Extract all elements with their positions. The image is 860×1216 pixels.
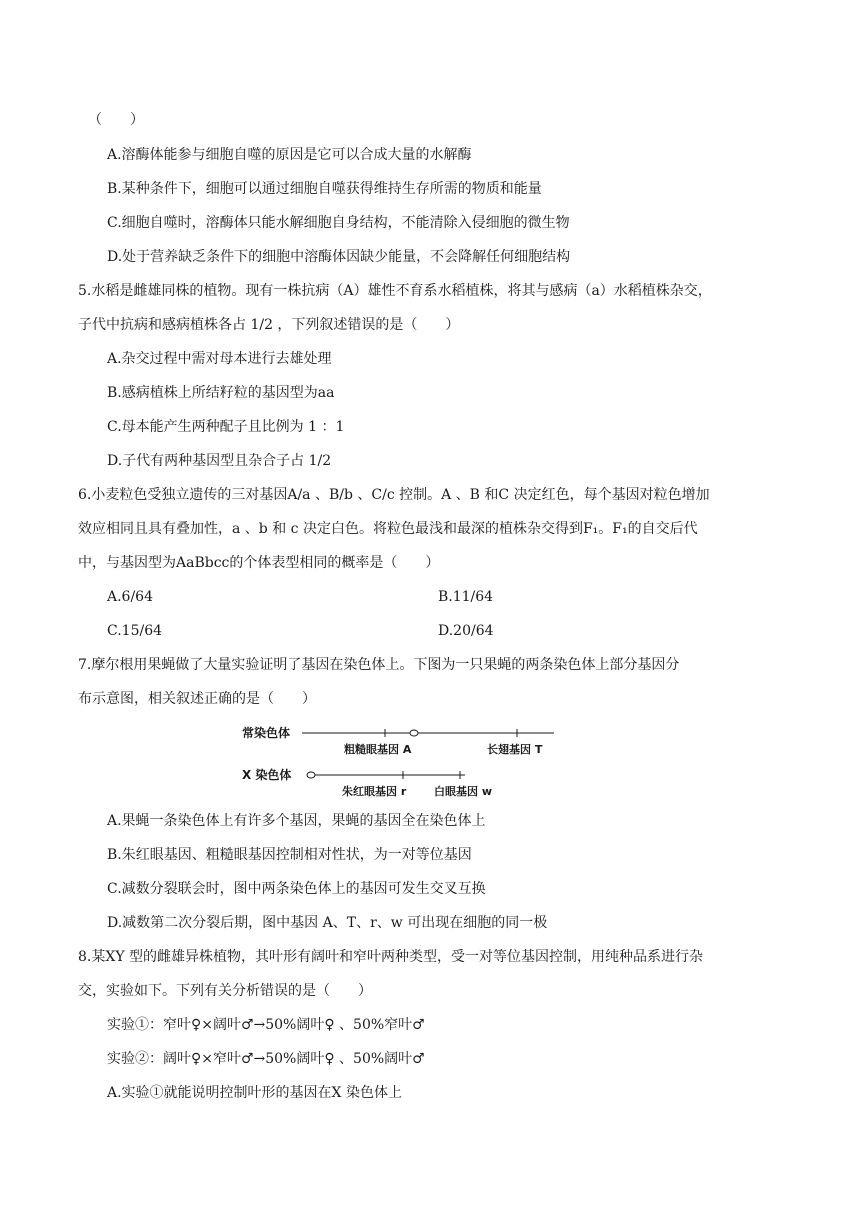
option-d: D.处于营养缺乏条件下的细胞中溶酶体因缺少能量，不会降解任何细胞结构 <box>107 249 571 265</box>
answer-bracket: （ ） <box>88 112 144 128</box>
q5-option-c: C.母本能产生两种配子且比例为 1 ：1 <box>107 419 345 435</box>
q6-option-c: C.15/64 <box>107 623 163 639</box>
question-6-stem-cont: 效应相同且具有叠加性，a 、b 和 c 决定白色。将粒色最浅和最深的植株杂交得到F₁。F₁的自交后代 <box>78 521 698 537</box>
autosome-centromere <box>410 730 418 736</box>
x-chromosome-label: X 染色体 <box>242 768 292 782</box>
question-8-stem: 8.某XY 型的雌雄异株植物，其叶形有阔叶和窄叶两种类型，受一对等位基因控制，用纯种品系进行杂 <box>78 949 704 965</box>
q5-option-a: A.杂交过程中需对母本进行去雄处理 <box>107 351 332 367</box>
gene-t-label: 长翅基因 T <box>487 743 543 756</box>
q8-option-a: A.实验①就能说明控制叶形的基因在X 染色体上 <box>107 1085 402 1101</box>
question-8-stem-cont: 交，实验如下。下列有关分析错误的是（ ） <box>78 983 372 999</box>
autosome-label: 常染色体 <box>242 726 291 740</box>
gene-w-label: 白眼基因 w <box>434 785 492 798</box>
gene-r-label: 朱红眼基因 r <box>342 785 407 798</box>
q7-option-b: B.朱红眼基因、粗糙眼基因控制相对性状，为一对等位基因 <box>107 847 472 863</box>
q5-option-d: D.子代有两种基因型且杂合子占 1/2 <box>107 453 332 469</box>
question-6-stem-cont2: 中，与基因型为AaBbcc的个体表型相同的概率是（ ） <box>78 555 440 571</box>
chromosome-diagram <box>240 720 560 800</box>
experiment-1: 实验①：窄叶♀×阔叶♂→50%阔叶♀ 、50%窄叶♂ <box>107 1017 425 1033</box>
question-5-stem-cont: 子代中抗病和感病植株各占 1/2 ，下列叙述错误的是（ ） <box>78 317 460 333</box>
question-5-stem: 5.水稻是雌雄同株的植物。现有一株抗病（A）雄性不育系水稻植株，将其与感病（a）水稻植株杂交， <box>78 283 712 299</box>
option-c: C.细胞自噬时，溶酶体只能水解细胞自身结构，不能清除入侵细胞的微生物 <box>107 215 570 231</box>
question-6-stem: 6.小麦粒色受独立遗传的三对基因A/a 、B/b 、C/c 控制。A 、B 和C 决定红色，每个基因对粒色增加 <box>78 487 710 503</box>
q7-option-c: C.减数分裂联会时，图中两条染色体上的基因可发生交叉互换 <box>107 881 486 897</box>
option-a: A.溶酶体能参与细胞自噬的原因是它可以合成大量的水解酶 <box>107 147 472 163</box>
q5-option-b: B.感病植株上所结籽粒的基因型为aa <box>107 385 335 401</box>
experiment-2: 实验②：阔叶♀×窄叶♂→50%阔叶♀ 、50%阔叶♂ <box>107 1051 425 1067</box>
option-b: B.某种条件下，细胞可以通过细胞自噬获得维持生存所需的物质和能量 <box>107 181 542 197</box>
question-7-stem: 7.摩尔根用果蝇做了大量实验证明了基因在染色体上。下图为一只果蝇的两条染色体上部分基因分 <box>78 657 680 673</box>
q6-option-a: A.6/64 <box>107 589 153 605</box>
q7-option-a: A.果蝇一条染色体上有许多个基因，果蝇的基因全在染色体上 <box>107 813 486 829</box>
question-7-stem-cont: 布示意图，相关叙述正确的是（ ） <box>78 691 316 707</box>
x-centromere <box>307 772 315 778</box>
q6-option-b: B.11/64 <box>438 589 494 605</box>
q7-option-d: D.减数第二次分裂后期，图中基因 A、T、r、w 可出现在细胞的同一极 <box>107 915 548 931</box>
gene-a-label: 粗糙眼基因 A <box>344 743 412 756</box>
q6-option-d: D.20/64 <box>438 623 494 639</box>
